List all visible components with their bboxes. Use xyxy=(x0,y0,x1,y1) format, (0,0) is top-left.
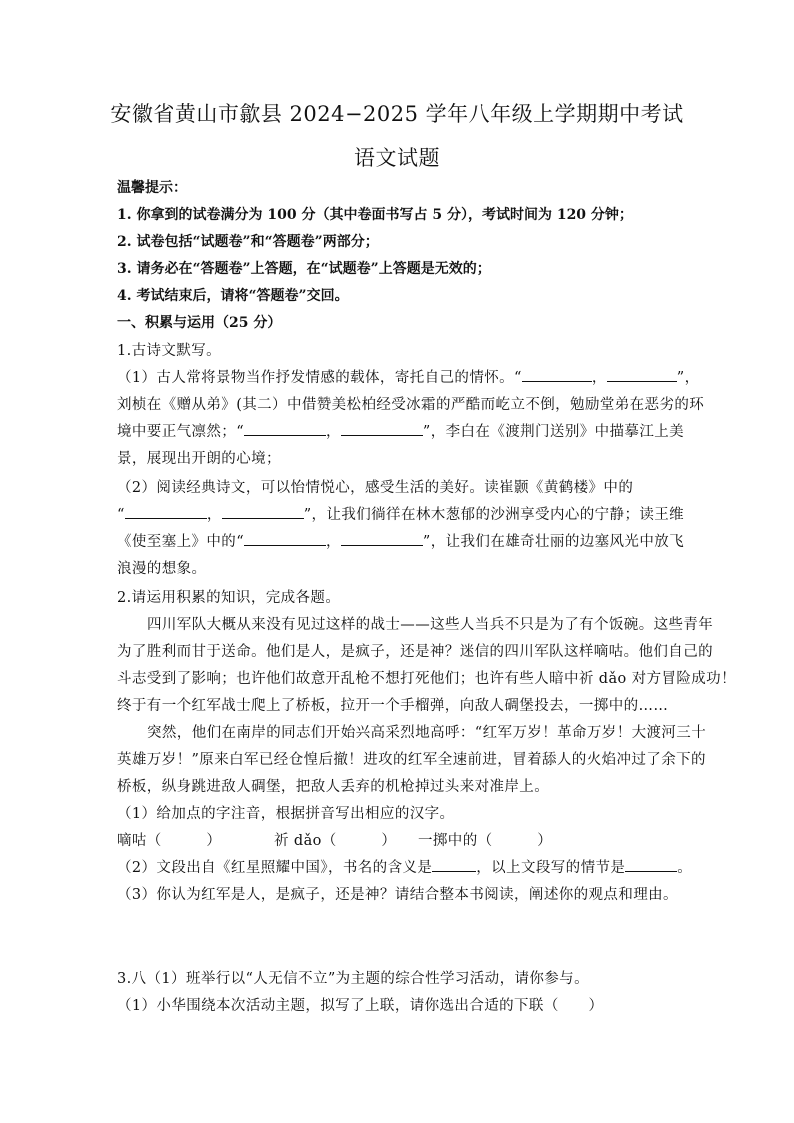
answer-blank[interactable] xyxy=(625,857,677,872)
q1-p2-line4: 浪漫的想象。 xyxy=(117,561,207,577)
q1-p1-line1: （1）古人常将景物当作抒发情感的载体，寄托自己的情怀。“ ， ”， xyxy=(117,367,677,389)
answer-blank[interactable] xyxy=(244,531,326,546)
tip-4: 4. 考试结束后，请将“答题卷”交回。 xyxy=(117,288,349,304)
q2-title: 2.请运用积累的知识，完成各题。 xyxy=(117,590,341,606)
passage-line: 斗志受到了影响；也许他们故意开乱枪不想打死他们；也许有些人暗中祈 dǎo 对方冒险成功！ xyxy=(117,671,736,687)
answer-blank[interactable] xyxy=(222,504,304,519)
q3-title: 3.八（1）班举行以“人无信不立”为主题的综合性学习活动，请你参与。 xyxy=(117,971,589,987)
q3-sub1: （1）小华围绕本次活动主题，拟写了上联，请你选出合适的下联（ ） xyxy=(117,998,604,1014)
q1-p1-line3: 境中要正气凛然；“ ， ”，李白在《渡荆门送别》中描摹江上美 xyxy=(117,421,677,443)
q1-title: 1.古诗文默写。 xyxy=(117,343,222,359)
tips-heading: 温馨提示： xyxy=(117,180,187,196)
passage-line: 英雄万岁！”原来白军已经仓惶后撤！进攻的红军全速前进，冒着舔人的火焰冲过了余下的 xyxy=(117,752,706,768)
answer-blank[interactable] xyxy=(341,531,423,546)
answer-blank[interactable] xyxy=(522,367,592,382)
passage-line: 四川军队大概从来没有见过这样的战士——这些人当兵不只是为了有个饭碗。这些青年 xyxy=(147,617,714,633)
passage-line: 为了胜利而甘于送命。他们是人，是疯子，还是神？迷信的四川军队这样嘀咕。他们自己的 xyxy=(117,644,713,660)
q1-p1-line2: 刘桢在《赠从弟》(其二）中借赞美松柏经受冰霜的严酷而屹立不倒，勉励堂弟在恶劣的环 xyxy=(117,397,705,413)
q2-sub1: （1）给加点的字注音，根据拼音写出相应的汉字。 xyxy=(117,806,455,822)
pinyin-item[interactable]: 一掷中的（ ） xyxy=(418,833,553,849)
q1-p2-line2: “ ， ”，让我们徜徉在林木葱郁的沙洲享受内心的宁静；读王维 xyxy=(117,504,677,526)
tip-3: 3. 请务必在“答题卷”上答题，在“试题卷”上答题是无效的； xyxy=(117,261,491,277)
answer-blank[interactable] xyxy=(432,857,476,872)
passage-line: 桥板，纵身跳进敌人碉堡，把敌人丢弃的机枪掉过头来对准岸上。 xyxy=(117,779,550,795)
q2-sub1-items xyxy=(117,830,677,852)
section-heading: 一、积累与运用（25 分） xyxy=(117,315,282,331)
q1-p2-line1: （2）阅读经典诗文，可以怡情悦心，感受生活的美好。读崔颢《黄鹤楼》中的 xyxy=(117,480,634,496)
answer-blank[interactable] xyxy=(607,367,677,382)
passage-line: 突然，他们在南岸的同志们开始兴高采烈地高呼：“红军万岁！革命万岁！大渡河三十 xyxy=(147,725,707,741)
exam-title: 安徽省黄山市歙县 2024−2025 学年八年级上学期期中考试 xyxy=(110,102,684,126)
q1-p2-line3: 《使至塞上》中的“ ， ”，让我们在雄奇壮丽的边塞风光中放飞 xyxy=(117,531,677,553)
tip-1: 1. 你拿到的试卷满分为 100 分（其中卷面书写占 5 分），考试时间为 120 分钟； xyxy=(117,207,633,223)
tip-2: 2. 试卷包括“试题卷”和“答题卷”两部分； xyxy=(117,234,379,250)
exam-subtitle: 语文试题 xyxy=(354,146,440,170)
q2-sub3: （3）你认为红军是人，是疯子，还是神？请结合整本书阅读，阐述你的观点和理由。 xyxy=(117,887,678,903)
answer-blank[interactable] xyxy=(244,421,326,436)
q2-sub2: （2）文段出自《红星照耀中国》，书名的含义是 ，以上文段写的情节是 。 xyxy=(117,857,677,879)
passage-line: 终于有一个红军战士爬上了桥板，拉开一个手榴弹，向敌人碉堡投去，一掷中的…… xyxy=(117,698,669,714)
answer-blank[interactable] xyxy=(341,421,423,436)
pinyin-item[interactable]: 祈 dǎo（ ） xyxy=(274,833,397,849)
answer-blank[interactable] xyxy=(125,504,207,519)
q1-p1-line4: 景，展现出开朗的心境； xyxy=(117,451,281,467)
pinyin-item[interactable]: 嘀咕（ ） xyxy=(117,833,222,849)
